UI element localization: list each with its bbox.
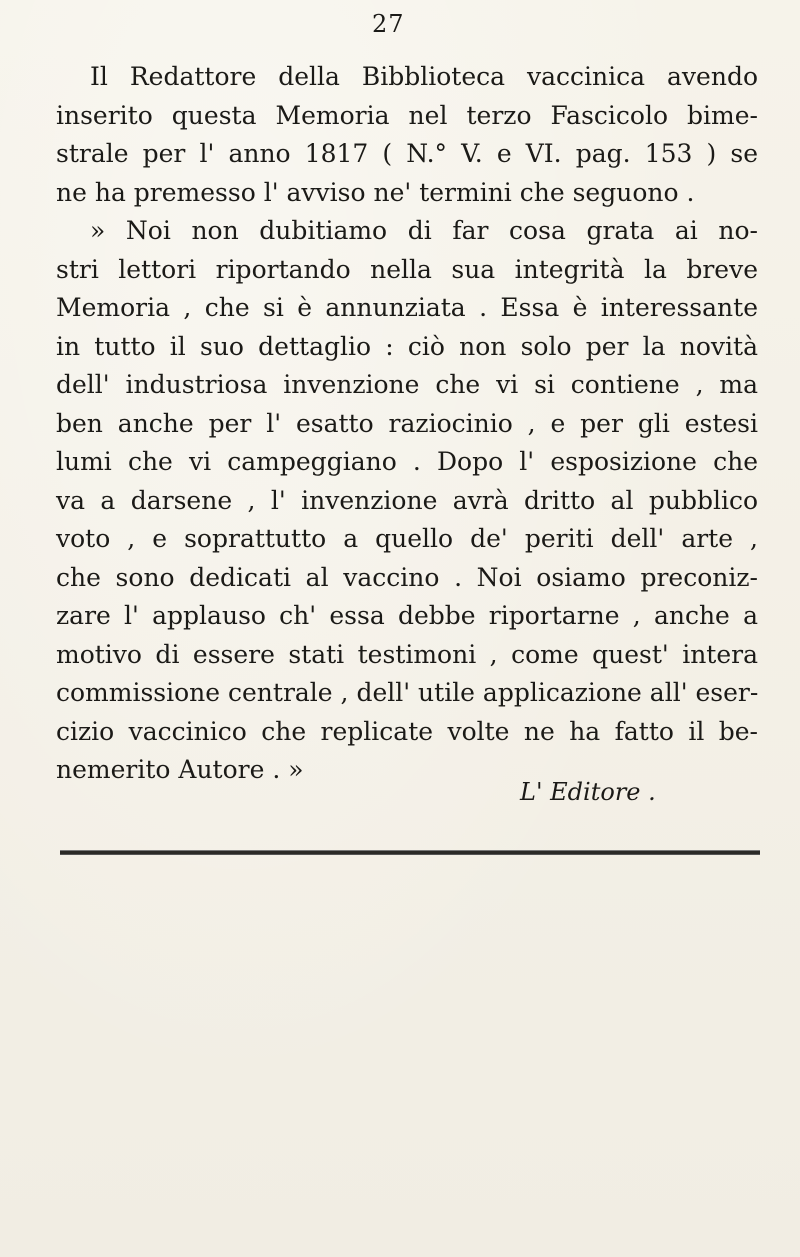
text-line: che sono dedicati al vaccino . Noi osiamo preconiz- <box>56 562 758 592</box>
text-line: commissione centrale , dell' utile applicazione all' eser- <box>56 678 759 707</box>
text-line: stri lettori riportando nella sua integrità la breve <box>56 254 758 284</box>
text-line: inserito questa Memoria nel terzo Fascicolo bime- <box>56 100 758 130</box>
text-line: ben anche per l' esatto raziocinio , e per gli estesi <box>56 408 758 438</box>
text-line: va a darsene , l' invenzione avrà dritto al pubblico <box>56 485 758 515</box>
text-line: strale per l' anno 1817 ( N.° V. e VI. pag. 153 ) se <box>56 139 758 168</box>
editor-signature: L' Editore . <box>520 778 656 806</box>
page-number: 27 <box>372 10 405 38</box>
body-text <box>56 58 758 790</box>
text-line: cizio vaccinico che replicate volte ne ha fatto il be- <box>56 716 758 746</box>
text-line: dell' industriosa invenzione che vi si contiene , ma <box>56 370 758 399</box>
text-line: Il Redattore della Bibblioteca vaccinica avendo <box>90 62 758 91</box>
text-line: zare l' applauso ch' essa debbe riportarne , anche a <box>56 601 758 630</box>
text-line: in tutto il suo dettaglio : ciò non solo per la novità <box>56 331 758 361</box>
text-line: lumi che vi campeggiano . Dopo l' esposizione che <box>56 447 758 476</box>
text-line: nemerito Autore . » <box>56 755 304 784</box>
text-line: » Noi non dubitiamo di far cosa grata ai no- <box>90 216 758 245</box>
text-line: voto , e soprattutto a quello de' periti dell' arte , <box>56 524 758 553</box>
text-line: motivo di essere stati testimoni , come quest' intera <box>56 639 758 669</box>
divider-rule <box>60 851 760 854</box>
text-line: Memoria , che si è annunziata . Essa è interessante <box>56 293 758 322</box>
text-line: ne ha premesso l' avviso ne' termini che seguono . <box>56 177 695 207</box>
